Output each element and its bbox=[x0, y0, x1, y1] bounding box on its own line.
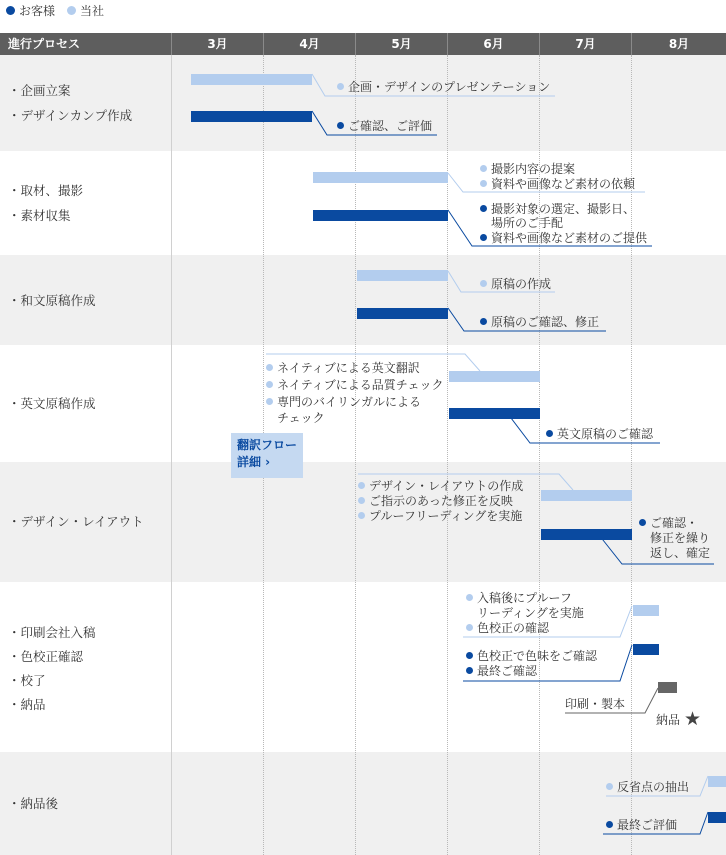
process-label: ・英文原稿作成 bbox=[8, 396, 96, 411]
translation-flow-label-2: 詳細 › bbox=[237, 455, 271, 469]
client-note: 場所のご手配 bbox=[491, 216, 564, 230]
client-note: 原稿のご確認、修正 bbox=[480, 315, 599, 330]
client-note: 資料や画像など素材のご提供 bbox=[480, 231, 647, 246]
process-label: ・素材収集 bbox=[8, 208, 71, 223]
printing-bar bbox=[658, 682, 677, 693]
client-note: 色校正で色味をご確認 bbox=[466, 649, 597, 664]
process-label: ・デザイン・レイアウト bbox=[8, 514, 144, 529]
legend-company: 当社 bbox=[80, 4, 105, 18]
company-note: 色校正の確認 bbox=[466, 621, 549, 636]
client-note: ご確認・ bbox=[639, 516, 698, 531]
translation-flow-button[interactable] bbox=[231, 433, 303, 478]
company-note: 撮影内容の提案 bbox=[480, 162, 575, 177]
header-month: 6月 bbox=[483, 37, 504, 51]
client-bar bbox=[313, 210, 448, 221]
company-note: チェック bbox=[277, 411, 325, 425]
company-bar bbox=[313, 172, 448, 183]
delivery-note: 納品 bbox=[656, 713, 681, 727]
company-note: 資料や画像など素材の依頼 bbox=[480, 177, 635, 192]
client-note: 撮影対象の選定、撮影日、 bbox=[480, 202, 635, 217]
header-month: 3月 bbox=[207, 37, 228, 51]
company-bar bbox=[449, 371, 540, 382]
client-note: 最終ご確認 bbox=[466, 664, 537, 679]
client-bar bbox=[633, 644, 659, 655]
translation-flow-label-1: 翻訳フロー bbox=[237, 438, 298, 452]
client-bar bbox=[191, 111, 312, 122]
process-label: ・和文原稿作成 bbox=[8, 293, 96, 308]
company-note: デザイン・レイアウトの作成 bbox=[358, 479, 523, 494]
company-note: ご指示のあった修正を反映 bbox=[358, 494, 513, 509]
company-note: リーディングを実施 bbox=[477, 606, 584, 620]
company-note: 企画・デザインのプレゼンテーション bbox=[337, 80, 550, 95]
client-note: 修正を繰り bbox=[650, 531, 711, 545]
client-note: 最終ご評価 bbox=[606, 818, 677, 833]
company-note: ネイティブによる英文翻訳 bbox=[266, 361, 420, 376]
process-label: ・企画立案 bbox=[8, 83, 71, 98]
company-bar bbox=[541, 490, 632, 501]
process-label: ・取材、撮影 bbox=[8, 183, 84, 198]
delivery-star-icon: ★ bbox=[684, 708, 702, 730]
header-process: 進行プロセス bbox=[8, 37, 81, 51]
company-bar bbox=[708, 776, 726, 787]
company-note: 入稿後にプルーフ bbox=[466, 591, 572, 606]
header-month: 8月 bbox=[668, 37, 690, 51]
company-note: プルーフリーディングを実施 bbox=[358, 509, 522, 524]
legend-client: お客様 bbox=[19, 4, 56, 18]
process-label: ・印刷会社入稿 bbox=[8, 625, 96, 640]
client-bar bbox=[357, 308, 448, 319]
client-note: ご確認、ご評価 bbox=[337, 119, 432, 134]
company-bar bbox=[633, 605, 659, 616]
process-label: ・デザインカンプ作成 bbox=[8, 108, 133, 123]
process-label: ・納品後 bbox=[8, 796, 59, 811]
process-label: ・納品 bbox=[8, 697, 46, 712]
header-month: 5月 bbox=[391, 37, 412, 51]
client-note: 英文原稿のご確認 bbox=[546, 427, 653, 442]
client-bar bbox=[541, 529, 632, 540]
client-note: 返し、確定 bbox=[650, 546, 711, 560]
printing-note: 印刷・製本 bbox=[565, 697, 626, 711]
process-label: ・色校正確認 bbox=[8, 649, 84, 664]
header-month: 4月 bbox=[299, 37, 320, 51]
company-bar bbox=[357, 270, 448, 281]
header-month: 7月 bbox=[575, 37, 596, 51]
company-bar bbox=[191, 74, 312, 85]
process-label: ・校了 bbox=[8, 673, 46, 688]
company-note: 専門のバイリンガルによる bbox=[266, 395, 421, 410]
client-bar bbox=[708, 812, 726, 823]
company-note: 反省点の抽出 bbox=[606, 780, 689, 795]
client-bar bbox=[449, 408, 540, 419]
company-note: ネイティブによる品質チェック bbox=[266, 378, 443, 393]
company-note: 原稿の作成 bbox=[480, 277, 551, 292]
